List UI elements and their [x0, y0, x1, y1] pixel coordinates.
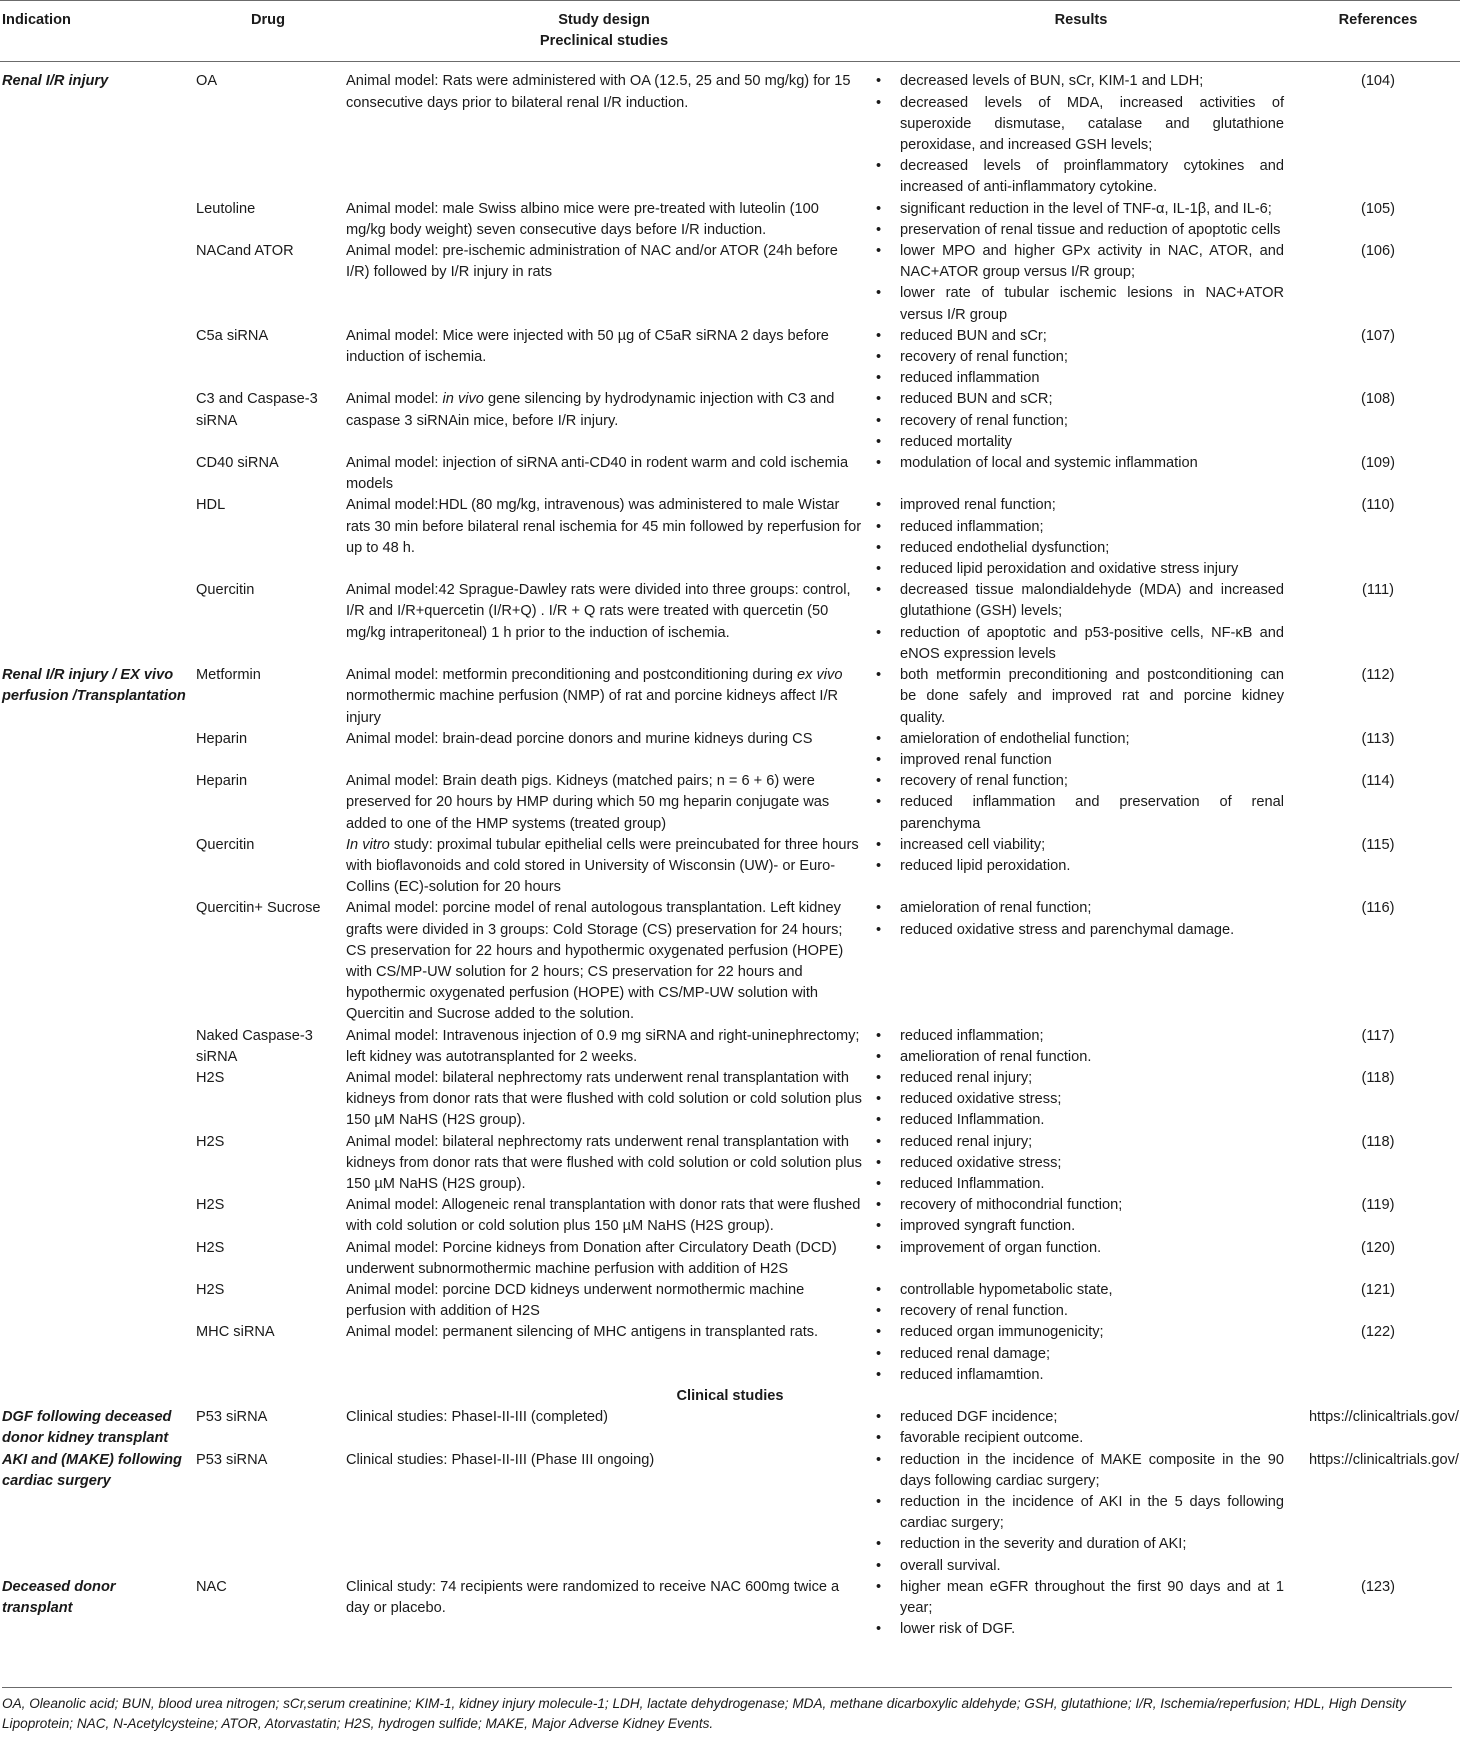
- result-item: • reduction in the incidence of AKI in the 5 days following cardiac surgery;: [870, 1492, 1292, 1534]
- drug-cell: H2S: [196, 1133, 225, 1150]
- result-item: • recovery of renal function;: [870, 771, 1292, 792]
- results-list: [870, 241, 1292, 326]
- result-item: • amelioration of renal function.: [870, 1047, 1292, 1068]
- table-row: [0, 199, 1460, 241]
- design-text: normothermic machine perfusion (NMP) of rat and porcine kidneys affect I/R injury: [346, 688, 839, 726]
- design-italic-text: In vitro: [346, 836, 390, 853]
- result-item: • overall survival.: [870, 1556, 1292, 1577]
- study-design-cell: Animal model: injection of siRNA anti-CD40 in rodent warm and cold ischemia models: [346, 455, 849, 493]
- header-design-label: Study design: [558, 12, 650, 28]
- reference-cell: (118): [1361, 1133, 1395, 1150]
- indication-cell: [0, 389, 194, 453]
- drug-cell: Heparin: [196, 730, 248, 747]
- result-item: • recovery of renal function.: [870, 1301, 1292, 1322]
- result-item: • higher mean eGFR throughout the first 90 days and at 1 year;: [870, 1577, 1292, 1619]
- result-item: • reduced inflammation: [870, 368, 1292, 389]
- results-list: [870, 1577, 1292, 1641]
- table-row: [0, 665, 1460, 729]
- indication-cell: [0, 1132, 194, 1196]
- result-item: • reduced renal injury;: [870, 1132, 1292, 1153]
- result-item: • reduced BUN and sCR;: [870, 389, 1292, 410]
- drug-cell: Quercitin: [196, 582, 255, 599]
- indication-cell: [0, 495, 194, 580]
- study-design-cell: Animal model: porcine DCD kidneys underwent normothermic machine perfusion with addition of H2S: [346, 1281, 805, 1320]
- results-cell: [866, 1450, 1296, 1577]
- table-row: [0, 1195, 1460, 1237]
- study-design-cell: Animal model: Intravenous injection of 0.9 mg siRNA and right-uninephrectomy; left kidney was autotransplanted for 2 weeks.: [346, 1027, 860, 1065]
- reference-cell: (120): [1360, 1239, 1396, 1256]
- results-list: [870, 1238, 1292, 1259]
- reference-cell: (108): [1360, 391, 1396, 408]
- indication-cell: [0, 241, 194, 326]
- results-list: [870, 453, 1292, 474]
- reference-cell: (105): [1360, 200, 1396, 217]
- result-item: • reduced oxidative stress;: [870, 1089, 1292, 1110]
- result-item: • favorable recipient outcome.: [870, 1428, 1292, 1449]
- table-row: [0, 453, 1460, 495]
- reference-cell: (113): [1361, 730, 1395, 747]
- table-row: [0, 326, 1460, 390]
- results-cell: [866, 580, 1296, 665]
- table-row: [0, 1068, 1460, 1132]
- result-item: • both metformin preconditioning and postconditioning can be done safely and improved rat and porcine kidney quality.: [870, 665, 1292, 729]
- result-item: • reduced Inflammation.: [870, 1110, 1292, 1131]
- results-list: [870, 580, 1292, 665]
- result-item: • reduced endothelial dysfunction;: [870, 538, 1292, 559]
- indication-cell: [0, 1026, 194, 1068]
- drug-cell: HDL: [196, 497, 226, 514]
- result-item: • reduced renal damage;: [870, 1344, 1292, 1365]
- result-item: • reduced inflamamtion.: [870, 1365, 1292, 1386]
- reference-cell: (115): [1361, 836, 1395, 853]
- table-row: [0, 1577, 1460, 1641]
- study-design-cell: Clinical studies: PhaseI-II-III (Phase III ongoing): [346, 1451, 655, 1468]
- result-item: • recovery of renal function;: [870, 411, 1292, 432]
- study-design-cell: Animal model: Rats were administered with OA (12.5, 25 and 50 mg/kg) for 15 consecutive days prior to bilateral renal I/R induction.: [346, 73, 851, 111]
- design-text: study: proximal tubular epithelial cells were preincubated for three hours with bioflavonoids and cold stored in University of Wisconsin (UW)- or Euro-Collins (EC)-solution for 20 hours: [346, 836, 859, 896]
- indication-cell: DGF following deceased donor kidney transplant: [2, 1409, 172, 1447]
- indication-cell: [0, 771, 194, 835]
- result-item: • recovery of mithocondrial function;: [870, 1195, 1292, 1216]
- header-references: References: [1296, 1, 1460, 62]
- design-text: Animal model: metformin preconditioning and postconditioning during: [346, 667, 798, 684]
- results-list: [870, 199, 1292, 241]
- result-item: • decreased levels of MDA, increased activities of superoxide dismutase, catalase and glutathione peroxidase, and increased GSH levels;: [870, 93, 1292, 157]
- results-list: [870, 326, 1292, 390]
- drug-cell: Metformin: [196, 667, 261, 684]
- study-design-cell: Animal model: Allogeneic renal transplantation with donor rats that were flushed with cold solution or cold solution plus 150 µM NaHS (H2S group).: [346, 1197, 861, 1235]
- header-study-design: [342, 1, 866, 62]
- reference-cell: (117): [1361, 1027, 1395, 1044]
- table-row: [0, 241, 1460, 326]
- results-list: [870, 729, 1292, 771]
- drug-cell: H2S: [196, 1069, 225, 1086]
- study-design-cell: Animal model: pre-ischemic administration of NAC and/or ATOR (24h before I/R) followed by I/R injury in rats: [346, 243, 838, 281]
- indication-cell: [0, 835, 194, 899]
- results-list: [870, 495, 1292, 580]
- indication-cell: [0, 1068, 194, 1132]
- result-item: • modulation of local and systemic inflammation: [870, 453, 1292, 474]
- results-cell: [866, 199, 1296, 241]
- result-item: • improved syngraft function.: [870, 1216, 1292, 1237]
- indication-cell: Renal I/R injury: [2, 73, 109, 90]
- table-row: [0, 62, 1460, 199]
- reference-link: https://clinicaltrials.gov/: [1308, 1409, 1459, 1426]
- study-design-cell: [342, 389, 866, 453]
- result-item: • lower MPO and higher GPx activity in NAC, ATOR, and NAC+ATOR group versus I/R group;: [870, 241, 1292, 283]
- indication-cell: [0, 326, 194, 390]
- table-row: [0, 729, 1460, 771]
- reference-cell: (111): [1362, 582, 1394, 599]
- indication-cell: [0, 1195, 194, 1237]
- result-item: • reduced organ immunogenicity;: [870, 1322, 1292, 1343]
- indication-cell: [0, 199, 194, 241]
- reference-cell: (122): [1360, 1324, 1396, 1341]
- result-item: • reduced inflammation;: [870, 1026, 1292, 1047]
- result-item: • reduction of apoptotic and p53-positive cells, NF-κB and eNOS expression levels: [870, 623, 1292, 665]
- reference-cell: (106): [1360, 243, 1396, 260]
- results-list: [870, 1280, 1292, 1322]
- results-list: [870, 1026, 1292, 1068]
- indication-cell: [0, 729, 194, 771]
- drug-cell: Leutoline: [196, 200, 256, 217]
- result-item: • improved renal function: [870, 750, 1292, 771]
- result-item: • reduced inflammation and preservation of renal parenchyma: [870, 792, 1292, 834]
- result-item: • reduced oxidative stress and parenchymal damage.: [870, 920, 1292, 941]
- results-cell: [866, 495, 1296, 580]
- table-row: [0, 1407, 1460, 1449]
- section-row: [0, 1386, 1460, 1407]
- table-row: [0, 1322, 1460, 1386]
- design-italic-text: in vivo: [442, 391, 484, 408]
- result-item: • preservation of renal tissue and reduction of apoptotic cells: [870, 220, 1292, 241]
- drug-cell: P53 siRNA: [196, 1451, 268, 1468]
- table-row: [0, 580, 1460, 665]
- study-design-cell: Animal model: bilateral nephrectomy rats underwent renal transplantation with kidneys from donor rats that were flushed with cold solution or cold solution plus 150 µM NaHS (H2S group).: [346, 1069, 862, 1129]
- indication-cell: AKI and (MAKE) following cardiac surgery: [2, 1451, 182, 1489]
- drug-cell: Heparin: [196, 773, 248, 790]
- table-row: [0, 1132, 1460, 1196]
- results-cell: [866, 1322, 1296, 1386]
- result-item: • reduced lipid peroxidation and oxidative stress injury: [870, 559, 1292, 580]
- header-preclinical-label: Preclinical studies: [539, 33, 669, 50]
- drug-cell: C3 and Caspase-3 siRNA: [196, 391, 318, 429]
- result-item: • reduction in the severity and duration of AKI;: [870, 1534, 1292, 1555]
- result-item: • improved renal function;: [870, 495, 1292, 516]
- design-text: Animal model:: [346, 391, 443, 408]
- indication-cell: [0, 1322, 194, 1386]
- results-list: [870, 1132, 1292, 1196]
- results-cell: [866, 1195, 1296, 1237]
- results-list: [870, 1407, 1292, 1449]
- results-list: [870, 1195, 1292, 1237]
- results-list: [870, 1450, 1292, 1577]
- result-item: • lower rate of tubular ischemic lesions in NAC+ATOR versus I/R group: [870, 283, 1292, 325]
- header-results: Results: [866, 1, 1296, 62]
- results-cell: [866, 1068, 1296, 1132]
- result-item: • amieloration of renal function;: [870, 898, 1292, 919]
- results-list: [870, 1322, 1292, 1386]
- study-design-cell: [342, 835, 866, 899]
- study-design-cell: Animal model: Mice were injected with 50 µg of C5aR siRNA 2 days before induction of ischemia.: [346, 327, 829, 366]
- result-item: • significant reduction in the level of TNF-α, IL-1β, and IL-6;: [870, 199, 1292, 220]
- result-item: • reduced lipid peroxidation.: [870, 856, 1292, 877]
- results-list: [870, 898, 1292, 940]
- result-item: • reduced mortality: [870, 432, 1292, 453]
- indication-cell: [0, 1238, 194, 1280]
- result-item: • controllable hypometabolic state,: [870, 1280, 1292, 1301]
- clinical-studies-heading: Clinical studies: [676, 1388, 784, 1404]
- table-row: [0, 898, 1460, 1025]
- reference-cell: (104): [1360, 73, 1396, 90]
- result-item: • decreased levels of proinflammatory cytokines and increased of anti-inflammatory cytokine.: [870, 156, 1292, 198]
- result-item: • amieloration of endothelial function;: [870, 729, 1292, 750]
- results-cell: [866, 1026, 1296, 1068]
- design-text: gene silencing by hydrodynamic injection with C3 and caspase 3 siRNAin mice, before I/R injury.: [346, 391, 835, 429]
- results-list: [870, 835, 1292, 877]
- result-item: • reduced Inflammation.: [870, 1174, 1292, 1195]
- reference-cell: (114): [1361, 773, 1395, 790]
- study-design-cell: Animal model: porcine model of renal autologous transplantation. Left kidney grafts were divided in 3 groups: Cold Storage (CS) preservation for 24 hours; CS preservation for 22 hours and hypothermic oxygenated perfusion (HOPE) with CS/MP-UW solution for 2 hours; CS preservation for 22 hours and hypothermic oxygenated perfusion (HOPE) with CS/MP-UW solution with Quercitin and Sucrose added to the solution.: [346, 900, 844, 1023]
- reference-cell: (116): [1361, 900, 1395, 917]
- table-row: [0, 835, 1460, 899]
- study-design-cell: Animal model: Brain death pigs. Kidneys (matched pairs; n = 6 + 6) were preserved for 20 hours by HMP during which 50 mg heparin conjugate was added to one of the HMP systems (treated group): [346, 773, 830, 832]
- result-item: • recovery of renal function;: [870, 347, 1292, 368]
- result-item: • reduced inflammation;: [870, 517, 1292, 538]
- reference-cell: (109): [1360, 455, 1396, 472]
- results-cell: [866, 453, 1296, 495]
- design-italic-text: ex vivo: [797, 667, 843, 684]
- table-body: [0, 62, 1460, 1641]
- study-design-cell: Clinical study: 74 recipients were randomized to receive NAC 600mg twice a day or placebo.: [346, 1578, 840, 1617]
- results-cell: [866, 771, 1296, 835]
- reference-cell: (118): [1361, 1069, 1395, 1086]
- table-header: [0, 1, 1460, 62]
- result-item: • decreased tissue malondialdehyde (MDA) and increased glutathione (GSH) levels;: [870, 580, 1292, 622]
- reference-cell: (119): [1361, 1197, 1395, 1214]
- drug-cell: H2S: [196, 1197, 225, 1214]
- drug-cell: H2S: [196, 1239, 225, 1256]
- study-design-cell: Animal model: brain-dead porcine donors and murine kidneys during CS: [346, 730, 813, 747]
- table-row: [0, 771, 1460, 835]
- header-indication: Indication: [0, 1, 194, 62]
- table-row: [0, 389, 1460, 453]
- study-design-cell: Animal model: permanent silencing of MHC antigens in transplanted rats.: [346, 1324, 819, 1341]
- indication-cell: [0, 898, 194, 1025]
- indication-cell: Deceased donor transplant: [2, 1578, 116, 1617]
- table-row: [0, 1280, 1460, 1322]
- drug-cell: Quercitin: [196, 836, 255, 853]
- table-row: [0, 495, 1460, 580]
- header-drug: Drug: [194, 1, 342, 62]
- results-cell: [866, 326, 1296, 390]
- reference-cell: (107): [1360, 327, 1396, 344]
- results-cell: [866, 1238, 1296, 1280]
- results-cell: [866, 62, 1296, 199]
- table-row: [0, 1026, 1460, 1068]
- reference-cell: (112): [1361, 667, 1395, 684]
- drug-cell: Quercitin+ Sucrose: [196, 900, 321, 917]
- indication-cell: Renal I/R injury / EX vivo perfusion /Transplantation: [2, 667, 186, 705]
- result-item: • decreased levels of BUN, sCr, KIM-1 and LDH;: [870, 71, 1292, 92]
- result-item: • reduced DGF incidence;: [870, 1407, 1292, 1428]
- study-design-cell: Clinical studies: PhaseI-II-III (completed): [346, 1409, 608, 1426]
- results-cell: [866, 1280, 1296, 1322]
- drug-cell: OA: [196, 73, 218, 90]
- results-cell: [866, 1132, 1296, 1196]
- results-list: [870, 71, 1292, 198]
- reference-cell: (121): [1360, 1281, 1396, 1298]
- study-design-cell: Animal model:42 Sprague-Dawley rats were divided into three groups: control, I/R and I/R+quercetin (I/R+Q) . I/R + Q rats were treated with quercetin (50 mg/kg intraperitoneal) 1 h prior to the induction of ischemia.: [346, 582, 851, 641]
- result-item: • lower risk of DGF.: [870, 1619, 1292, 1640]
- table-row: [0, 1450, 1460, 1577]
- result-item: • reduced oxidative stress;: [870, 1153, 1292, 1174]
- drug-cell: C5a siRNA: [196, 327, 269, 344]
- results-cell: [866, 389, 1296, 453]
- study-design-cell: Animal model:HDL (80 mg/kg, intravenous) was administered to male Wistar rats 30 min before bilateral renal ischemia for 45 min followed by reperfusion for up to 48 h.: [346, 497, 862, 556]
- result-item: • improvement of organ function.: [870, 1238, 1292, 1259]
- drug-cell: CD40 siRNA: [196, 455, 279, 472]
- result-item: • reduction in the incidence of MAKE composite in the 90 days following cardiac surgery;: [870, 1450, 1292, 1492]
- indication-cell: [0, 1280, 194, 1322]
- study-design-cell: [342, 665, 866, 729]
- results-cell: [866, 665, 1296, 729]
- results-cell: [866, 1407, 1296, 1449]
- reference-cell: (110): [1361, 497, 1395, 514]
- results-list: [870, 771, 1292, 835]
- result-item: • increased cell viability;: [870, 835, 1292, 856]
- results-cell: [866, 241, 1296, 326]
- result-item: • reduced BUN and sCr;: [870, 326, 1292, 347]
- results-cell: [866, 1577, 1296, 1641]
- results-cell: [866, 898, 1296, 1025]
- indication-cell: [0, 580, 194, 665]
- drug-cell: MHC siRNA: [196, 1324, 275, 1341]
- results-cell: [866, 835, 1296, 899]
- drug-cell: Naked Caspase-3 siRNA: [196, 1027, 313, 1065]
- drug-cell: H2S: [196, 1281, 225, 1298]
- results-list: [870, 389, 1292, 453]
- study-design-cell: Animal model: bilateral nephrectomy rats underwent renal transplantation with kidneys from donor rats that were flushed with cold solution or cold solution plus 150 µM NaHS (H2S group).: [346, 1133, 862, 1192]
- reference-link: https://clinicaltrials.gov/: [1308, 1451, 1459, 1468]
- indication-cell: [0, 453, 194, 495]
- result-item: • reduced renal injury;: [870, 1068, 1292, 1089]
- drug-cell: P53 siRNA: [196, 1409, 268, 1426]
- table-row: [0, 1238, 1460, 1280]
- drug-cell: NACand ATOR: [196, 243, 294, 260]
- study-design-cell: Animal model: Porcine kidneys from Donation after Circulatory Death (DCD) underwent subnormothermic machine perfusion with addition of H2S: [346, 1239, 837, 1277]
- results-cell: [866, 729, 1296, 771]
- results-list: [870, 665, 1292, 729]
- study-design-cell: Animal model: male Swiss albino mice were pre-treated with luteolin (100 mg/kg body weight) seven consecutive days before I/R induction.: [346, 200, 819, 238]
- results-list: [870, 1068, 1292, 1132]
- drug-cell: NAC: [196, 1578, 227, 1595]
- reference-cell: (123): [1360, 1578, 1396, 1595]
- table-footnote: OA, Oleanolic acid; BUN, blood urea nitrogen; sCr,serum creatinine; KIM-1, kidney injury molecule-1; LDH, lactate dehydrogenase; MDA, methane dicarboxylic aldehyde; GSH, glutathione; I/R, Ischemia/reperfusion; HDL, High Density Lipoprotein; NAC, N-Acetylcysteine; ATOR, Atorvastatin; H2S, hydrogen sulfide; MAKE, Major Adverse Kidney Events.: [2, 1687, 1452, 1734]
